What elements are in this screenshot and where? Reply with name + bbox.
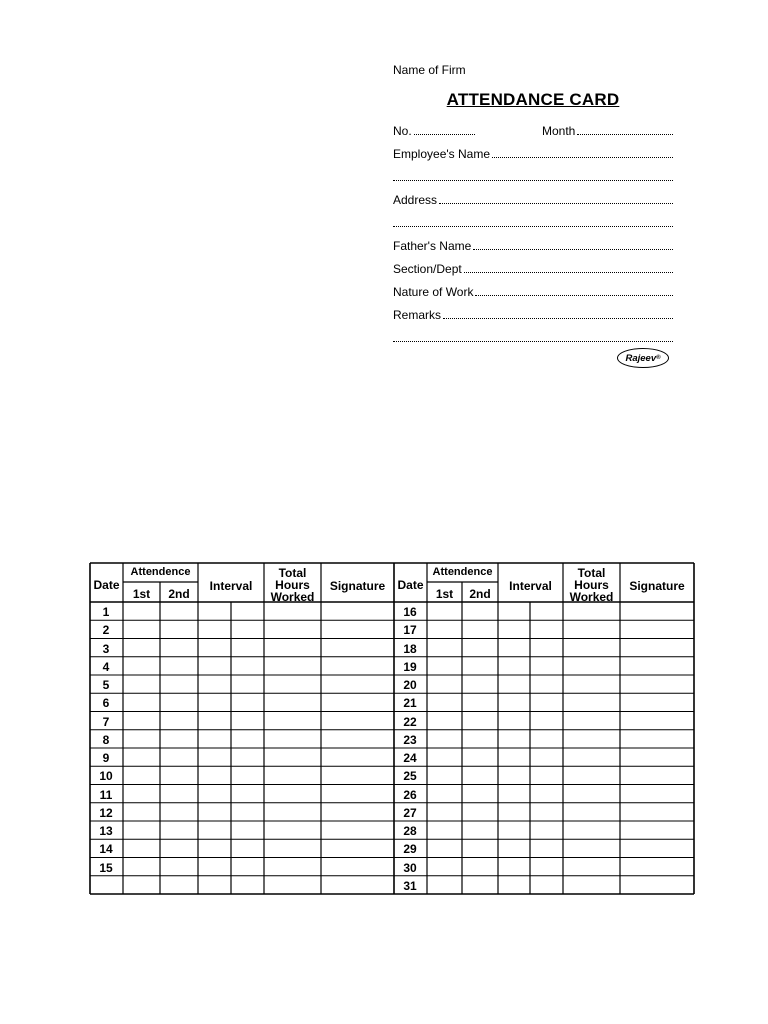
left-date-cell: 7 (102, 714, 110, 729)
left-attendance-header: Attendence (130, 566, 191, 578)
left-date-cell: 5 (102, 678, 110, 692)
right-attendance-header: Attendence (432, 566, 493, 578)
address-dotted-line (439, 203, 673, 204)
section-field[interactable] (393, 260, 673, 276)
remarks-dotted-line (443, 318, 673, 319)
section-label: Section/Dept (393, 262, 462, 276)
attendance-table-lines (90, 563, 694, 894)
attendance-table (90, 563, 694, 894)
address-label: Address (393, 193, 438, 207)
right-date-cell: 24 (403, 751, 417, 765)
nature-of-work-dotted-line (475, 295, 673, 296)
left-date-cell: 15 (99, 860, 113, 875)
left-date-cell: 13 (99, 824, 113, 838)
right-date-cell: 17 (403, 623, 417, 638)
right-signature-header: Signature (629, 579, 685, 593)
section-dotted-line (464, 272, 673, 273)
father-name-dotted-line (473, 249, 673, 250)
number-dotted-line (414, 134, 475, 135)
left-date-cell: 8 (102, 732, 110, 747)
nature-of-work-field[interactable] (393, 283, 673, 299)
number-label: No. (393, 124, 412, 138)
right-date-cell: 23 (403, 732, 417, 747)
left-second-header: 2nd (168, 587, 190, 601)
employee-name-dotted-line (492, 157, 673, 158)
left-date-cell: 3 (102, 641, 110, 656)
father-name-field[interactable] (393, 237, 673, 253)
right-date-cell: 30 (403, 860, 417, 875)
right-date-cell: 31 (403, 878, 417, 893)
employee-name-dotted-line-2 (393, 180, 673, 181)
remarks-label: Remarks (393, 308, 442, 322)
address-extra-line[interactable] (393, 214, 673, 230)
right-date-cell: 19 (403, 659, 417, 674)
card-title: ATTENDANCE CARD (446, 90, 620, 109)
right-first-header: 1st (435, 587, 454, 601)
right-date-cell: 21 (403, 696, 417, 711)
right-date-cell: 18 (403, 641, 417, 656)
left-signature-header: Signature (329, 579, 386, 593)
rajeev-logo (617, 348, 669, 368)
right-date-cell: 28 (403, 824, 417, 838)
right-date-header: Date (397, 578, 424, 592)
left-first-header: 1st (132, 587, 151, 601)
firm-label: Name of Firm (393, 63, 466, 77)
address-dotted-line-2 (393, 226, 673, 227)
right-date-cell: 26 (403, 787, 417, 802)
right-hours-header: Hours (574, 578, 609, 592)
month-label: Month (542, 124, 576, 138)
employee-name-label: Employee's Name (393, 147, 490, 161)
right-date-cell: 22 (403, 714, 417, 729)
logo-registered-mark: ® (656, 355, 661, 361)
nature-of-work-label: Nature of Work (393, 285, 474, 299)
right-total-header: Total (577, 566, 606, 580)
father-name-label: Father's Name (393, 239, 472, 253)
left-date-cell: 10 (99, 769, 113, 784)
left-date-cell: 1 (102, 605, 110, 619)
left-date-cell: 2 (102, 623, 110, 638)
right-date-cell: 25 (403, 769, 417, 784)
left-date-header: Date (93, 578, 120, 592)
remarks-extra-line[interactable] (393, 329, 673, 345)
address-field[interactable] (393, 191, 673, 207)
remarks-dotted-line-2 (393, 341, 673, 342)
left-interval-header: Interval (209, 579, 253, 593)
right-date-cell: 27 (403, 805, 417, 820)
right-date-cell: 29 (403, 842, 417, 857)
left-hours-header: Hours (275, 578, 310, 592)
left-date-cell: 9 (102, 751, 110, 765)
right-second-header: 2nd (469, 587, 491, 601)
logo-text: Rajeev (625, 352, 657, 364)
month-dotted-line (577, 134, 673, 135)
month-field[interactable] (542, 122, 673, 138)
left-date-cell: 4 (102, 659, 110, 674)
left-date-cell: 6 (102, 696, 110, 711)
left-worked-header: Worked (270, 590, 315, 604)
employee-name-extra-line[interactable] (393, 168, 673, 184)
left-date-cell: 11 (99, 787, 113, 802)
remarks-field[interactable] (393, 306, 673, 322)
right-worked-header: Worked (569, 590, 614, 604)
employee-name-field[interactable] (393, 145, 673, 161)
right-interval-header: Interval (509, 579, 552, 593)
number-field[interactable] (393, 122, 475, 138)
left-date-cell: 14 (99, 842, 113, 857)
left-total-header: Total (278, 566, 307, 580)
right-date-cell: 20 (403, 678, 417, 692)
right-date-cell: 16 (403, 605, 417, 619)
left-date-cell: 12 (99, 805, 113, 820)
